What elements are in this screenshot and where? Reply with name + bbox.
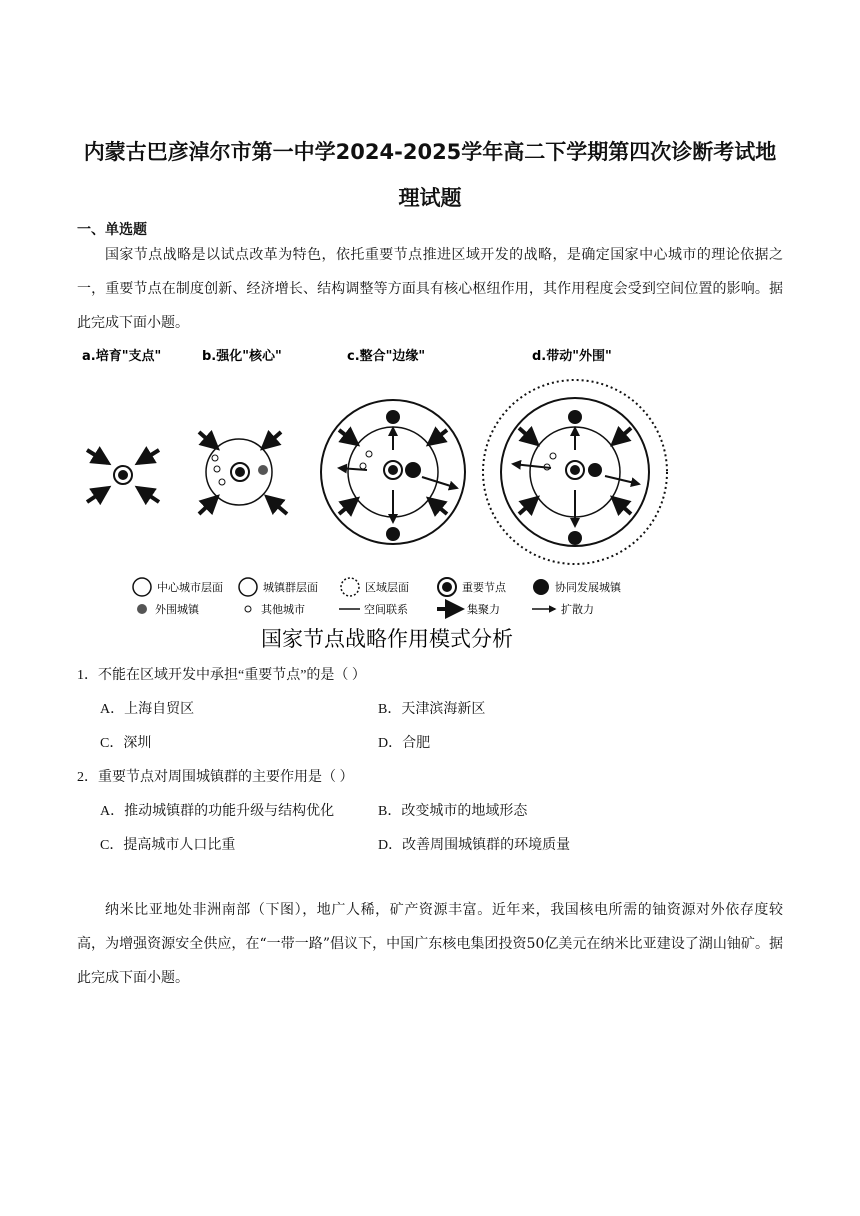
document-title-line2: 理试题 [398, 186, 462, 210]
q2-option-a: A．推动城镇群的功能升级与结构优化 [100, 804, 335, 819]
passage-2: 纳米比亚地处非洲南部（下图），地广人稀，矿产资源丰富。近年来，我国核电所需的铀资源对外依存度较高，为增强资源安全供应，在“一带一路”倡议下，中国广东核电集团投资50亿美元在纳米比亚建设了湖山铀矿。据此完成下面小题。 [77, 902, 783, 986]
legend-label: 集聚力 [467, 603, 500, 616]
panel-a-diagram [87, 450, 159, 502]
panel-c-title: c.整合"边缘" [347, 349, 426, 364]
q2-option-d: D．改善周围城镇群的环境质量 [378, 838, 571, 853]
legend-label: 城镇群层面 [263, 581, 318, 594]
q2-option-b: B．改变城市的地域形态 [378, 804, 528, 819]
q1-option-c: C．深圳 [100, 736, 152, 751]
document-title-line1: 内蒙古巴彦淖尔市第一中学2024-2025学年高二下学期第四次诊断考试地 [83, 140, 777, 164]
strategy-figure [77, 342, 697, 656]
panel-d-title: d.带动"外围" [532, 349, 612, 364]
question-2-stem: 2．重要节点对周围城镇群的主要作用是（ ） [77, 770, 354, 785]
legend-label: 空间联系 [364, 603, 408, 616]
q2-option-c: C．提高城市人口比重 [100, 838, 236, 853]
passage-1: 国家节点战略是以试点改革为特色，依托重要节点推进区域开发的战略，是确定国家中心城市的理论依据之一，重要节点在制度创新、经济增长、结构调整等方面具有核心枢纽作用，其作用程度会受到空间位置的影响。据此完成下面小题。 [77, 247, 783, 331]
q1-option-b: B．天津滨海新区 [378, 702, 486, 717]
legend-label: 协同发展城镇 [555, 581, 621, 594]
figure-caption: 国家节点战略作用模式分析 [261, 627, 513, 651]
panel-c-diagram [321, 400, 465, 544]
legend-label: 中心城市层面 [157, 581, 223, 594]
panel-d-diagram [483, 380, 667, 564]
panel-a-title: a.培育"支点" [82, 349, 162, 364]
q1-option-d: D．合肥 [378, 736, 431, 751]
section-heading: 一、单选题 [77, 222, 147, 238]
legend-label: 重要节点 [462, 581, 506, 594]
q1-option-a: A．上海自贸区 [100, 702, 195, 717]
panel-b-diagram [199, 432, 287, 514]
legend-label: 其他城市 [261, 603, 305, 616]
legend-label: 外围城镇 [155, 603, 199, 616]
question-1-stem: 1．不能在区域开发中承担“重要节点”的是（ ） [77, 668, 366, 683]
legend-label: 区域层面 [365, 581, 409, 594]
panel-b-title: b.强化"核心" [202, 349, 282, 364]
legend-label: 扩散力 [561, 603, 594, 616]
figure-legend [133, 578, 622, 616]
